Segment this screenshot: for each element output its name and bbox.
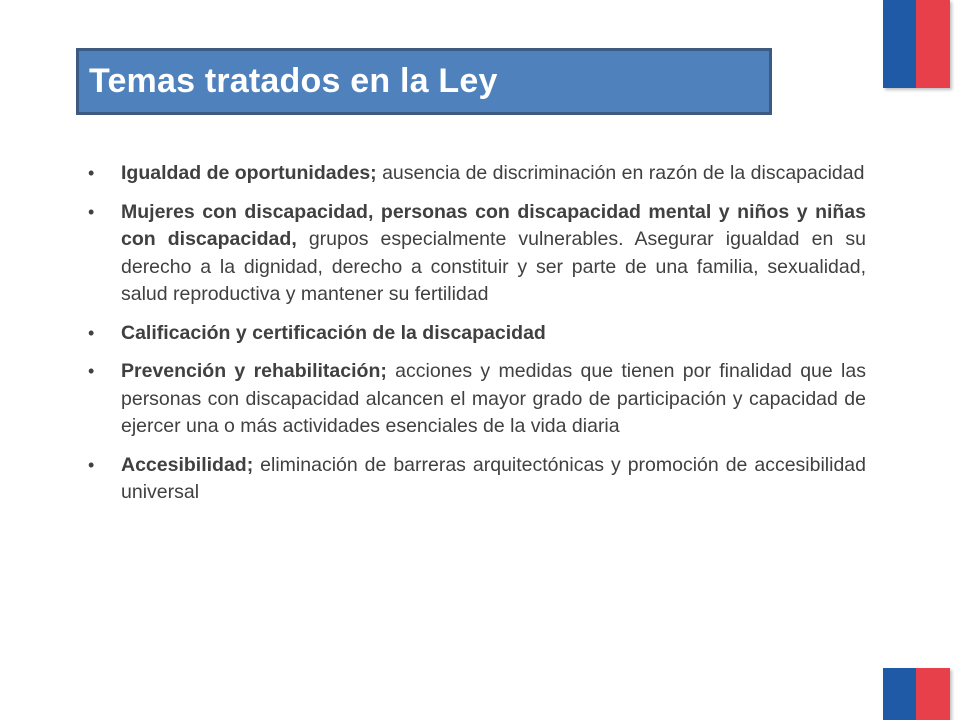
bullet-icon: • <box>88 322 95 343</box>
flag-red-stripe <box>916 0 950 88</box>
list-item <box>88 358 866 441</box>
bullet-icon: • <box>88 163 95 183</box>
bullet-heading: Calificación y certificación de la discapacidad <box>121 321 546 344</box>
list-item <box>88 160 866 188</box>
bullet-heading: Mujeres con discapacidad, personas con discapacidad mental y niños y niñas con discapacidad, <box>121 200 866 250</box>
list-item <box>88 199 866 309</box>
chile-flag-logo-top <box>883 0 950 88</box>
bullet-heading: Igualdad de oportunidades; <box>121 162 377 184</box>
bullet-icon: • <box>88 361 95 381</box>
bullet-heading: Accesibilidad; <box>121 453 254 476</box>
flag-red-stripe <box>916 668 950 720</box>
chile-flag-logo-bottom <box>883 668 950 720</box>
bullet-icon: • <box>88 201 95 222</box>
bullet-text: eliminación de barreras arquitectónicas y promoción de accesibilidad universal <box>121 453 866 503</box>
bullet-text: grupos especialmente vulnerables. Asegurar igualdad en su derecho a la dignidad, derecho a constituir y ser parte de una familia, sexualidad, salud reproductiva y mantener su fertilidad <box>121 228 866 305</box>
slide-title: Temas tratados en la Ley <box>89 62 498 100</box>
list-item <box>88 320 866 348</box>
bullet-text: acciones y medidas que tienen por finalidad que las personas con discapacidad alcancen el mayor grado de participación y capacidad de ejercer una o más actividades esenciales de la vida diaria <box>121 360 866 437</box>
bullet-heading: Prevención y rehabilitación; <box>121 360 387 382</box>
bullet-text: ausencia de discriminación en razón de la discapacidad <box>376 162 865 184</box>
flag-blue-stripe <box>883 0 916 88</box>
list-item <box>88 452 866 507</box>
title-banner <box>76 48 772 115</box>
bullet-list <box>88 160 866 518</box>
bullet-icon: • <box>88 454 95 475</box>
flag-blue-stripe <box>883 668 916 720</box>
